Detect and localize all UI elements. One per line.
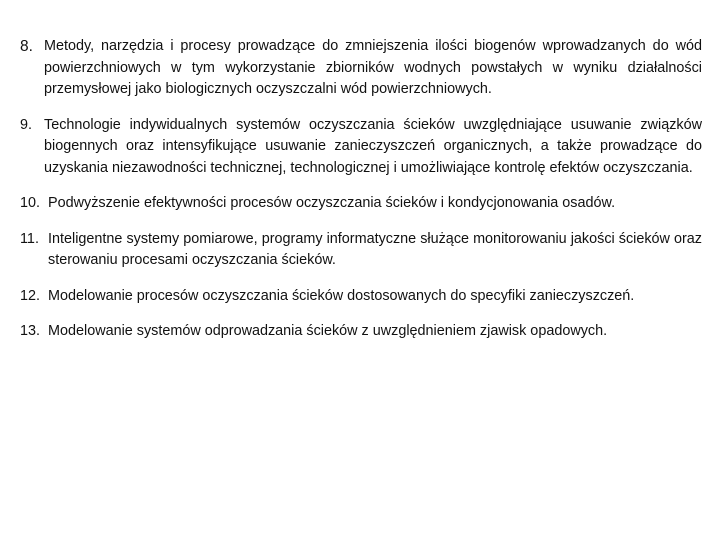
list-item-text: Inteligentne systemy pomiarowe, programy informatyczne służące monitorowaniu jakości ścieków oraz sterowaniu procesami oczyszczania ścieków. [48, 230, 702, 268]
list-item-text: Modelowanie procesów oczyszczania ścieków dostosowanych do specyfiki zanieczyszczeń. [48, 287, 635, 304]
list-item-number: 8. [20, 38, 33, 55]
list-item-text: Metody, narzędzia i procesy prowadzące do zmniejszenia ilości biogenów wprowadzanych do wód powierzchniowych w tym wykorzystanie zbiorników wodnych powstałych w wyniku działalności przemysłowej jako biologicznych oczyszczalni wód powierzchniowych. [44, 38, 702, 97]
list-item-number: 13. [20, 323, 41, 339]
list-item [20, 115, 702, 180]
list-item-number: 9. [20, 116, 33, 133]
list-item-number: 11. [20, 230, 39, 247]
list-item-number: 10. [20, 195, 41, 211]
list-item [20, 286, 702, 308]
list-item-text: Modelowanie systemów odprowadzania ścieków z uwzględnieniem zjawisk opadowych. [48, 323, 608, 339]
list-item [20, 321, 702, 343]
list-item-text: Technologie indywidualnych systemów oczyszczania ścieków uwzględniające usuwanie związków biogennych oraz intensyfikujące usuwanie zanieczyszczeń organicznych, a także prowadzące do uzyskania niezawodności technicznej, technologicznej i umożliwiające kontrolę efektów oczyszczania. [44, 116, 702, 176]
list-item [20, 193, 702, 215]
list-item-number: 12. [20, 287, 41, 304]
list-item [20, 229, 702, 272]
numbered-list [20, 36, 702, 357]
list-item-text: Podwyższenie efektywności procesów oczyszczania ścieków i kondycjonowania osadów. [48, 195, 616, 211]
list-item [20, 36, 702, 101]
